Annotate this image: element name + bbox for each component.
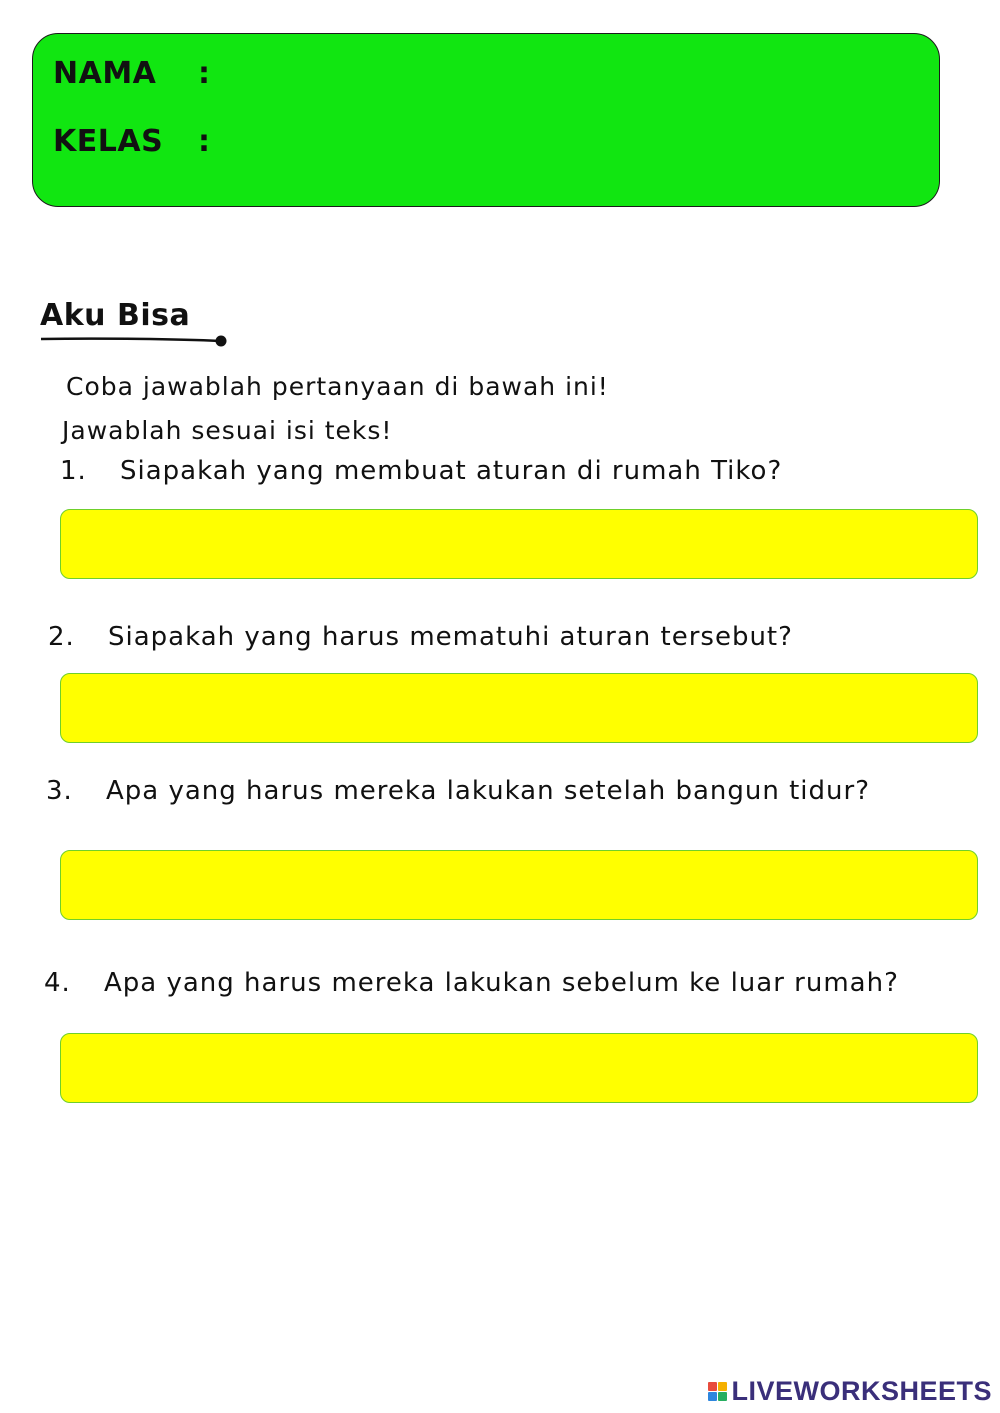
nama-row (53, 56, 211, 91)
answer-input-3[interactable] (60, 850, 978, 920)
question-3 (46, 776, 870, 806)
instruction-line-1: Coba jawablah pertanyaan di bawah ini! (66, 372, 609, 401)
section-title: Aku Bisa (40, 298, 191, 333)
answer-input-4[interactable] (60, 1033, 978, 1103)
question-2 (48, 622, 793, 652)
question-text: Siapakah yang harus mematuhi aturan tersebut? (108, 622, 793, 652)
student-info-box (32, 33, 940, 207)
question-number: 2. (48, 622, 75, 652)
kelas-colon: : (198, 124, 211, 159)
instruction-line-2: Jawablah sesuai isi teks! (62, 416, 393, 445)
question-text: Siapakah yang membuat aturan di rumah Tiko? (120, 456, 783, 486)
answer-input-2[interactable] (60, 673, 978, 743)
kelas-row (53, 124, 211, 159)
question-number: 3. (46, 776, 73, 806)
question-text: Apa yang harus mereka lakukan sebelum ke luar rumah? (104, 968, 899, 998)
question-4 (44, 968, 899, 998)
nama-label: NAMA (53, 56, 157, 91)
question-1 (60, 456, 782, 486)
question-text: Apa yang harus mereka lakukan setelah bangun tidur? (106, 776, 871, 806)
liveworksheets-logo-icon (708, 1382, 727, 1401)
question-number: 1. (60, 456, 87, 486)
nama-colon: : (198, 56, 211, 91)
kelas-label: KELAS (53, 124, 164, 159)
brand-name: LIVEWORKSHEETS (731, 1376, 992, 1406)
liveworksheets-brand (708, 1376, 992, 1407)
answer-input-1[interactable] (60, 509, 978, 579)
question-number: 4. (44, 968, 71, 998)
title-underline (40, 333, 232, 349)
